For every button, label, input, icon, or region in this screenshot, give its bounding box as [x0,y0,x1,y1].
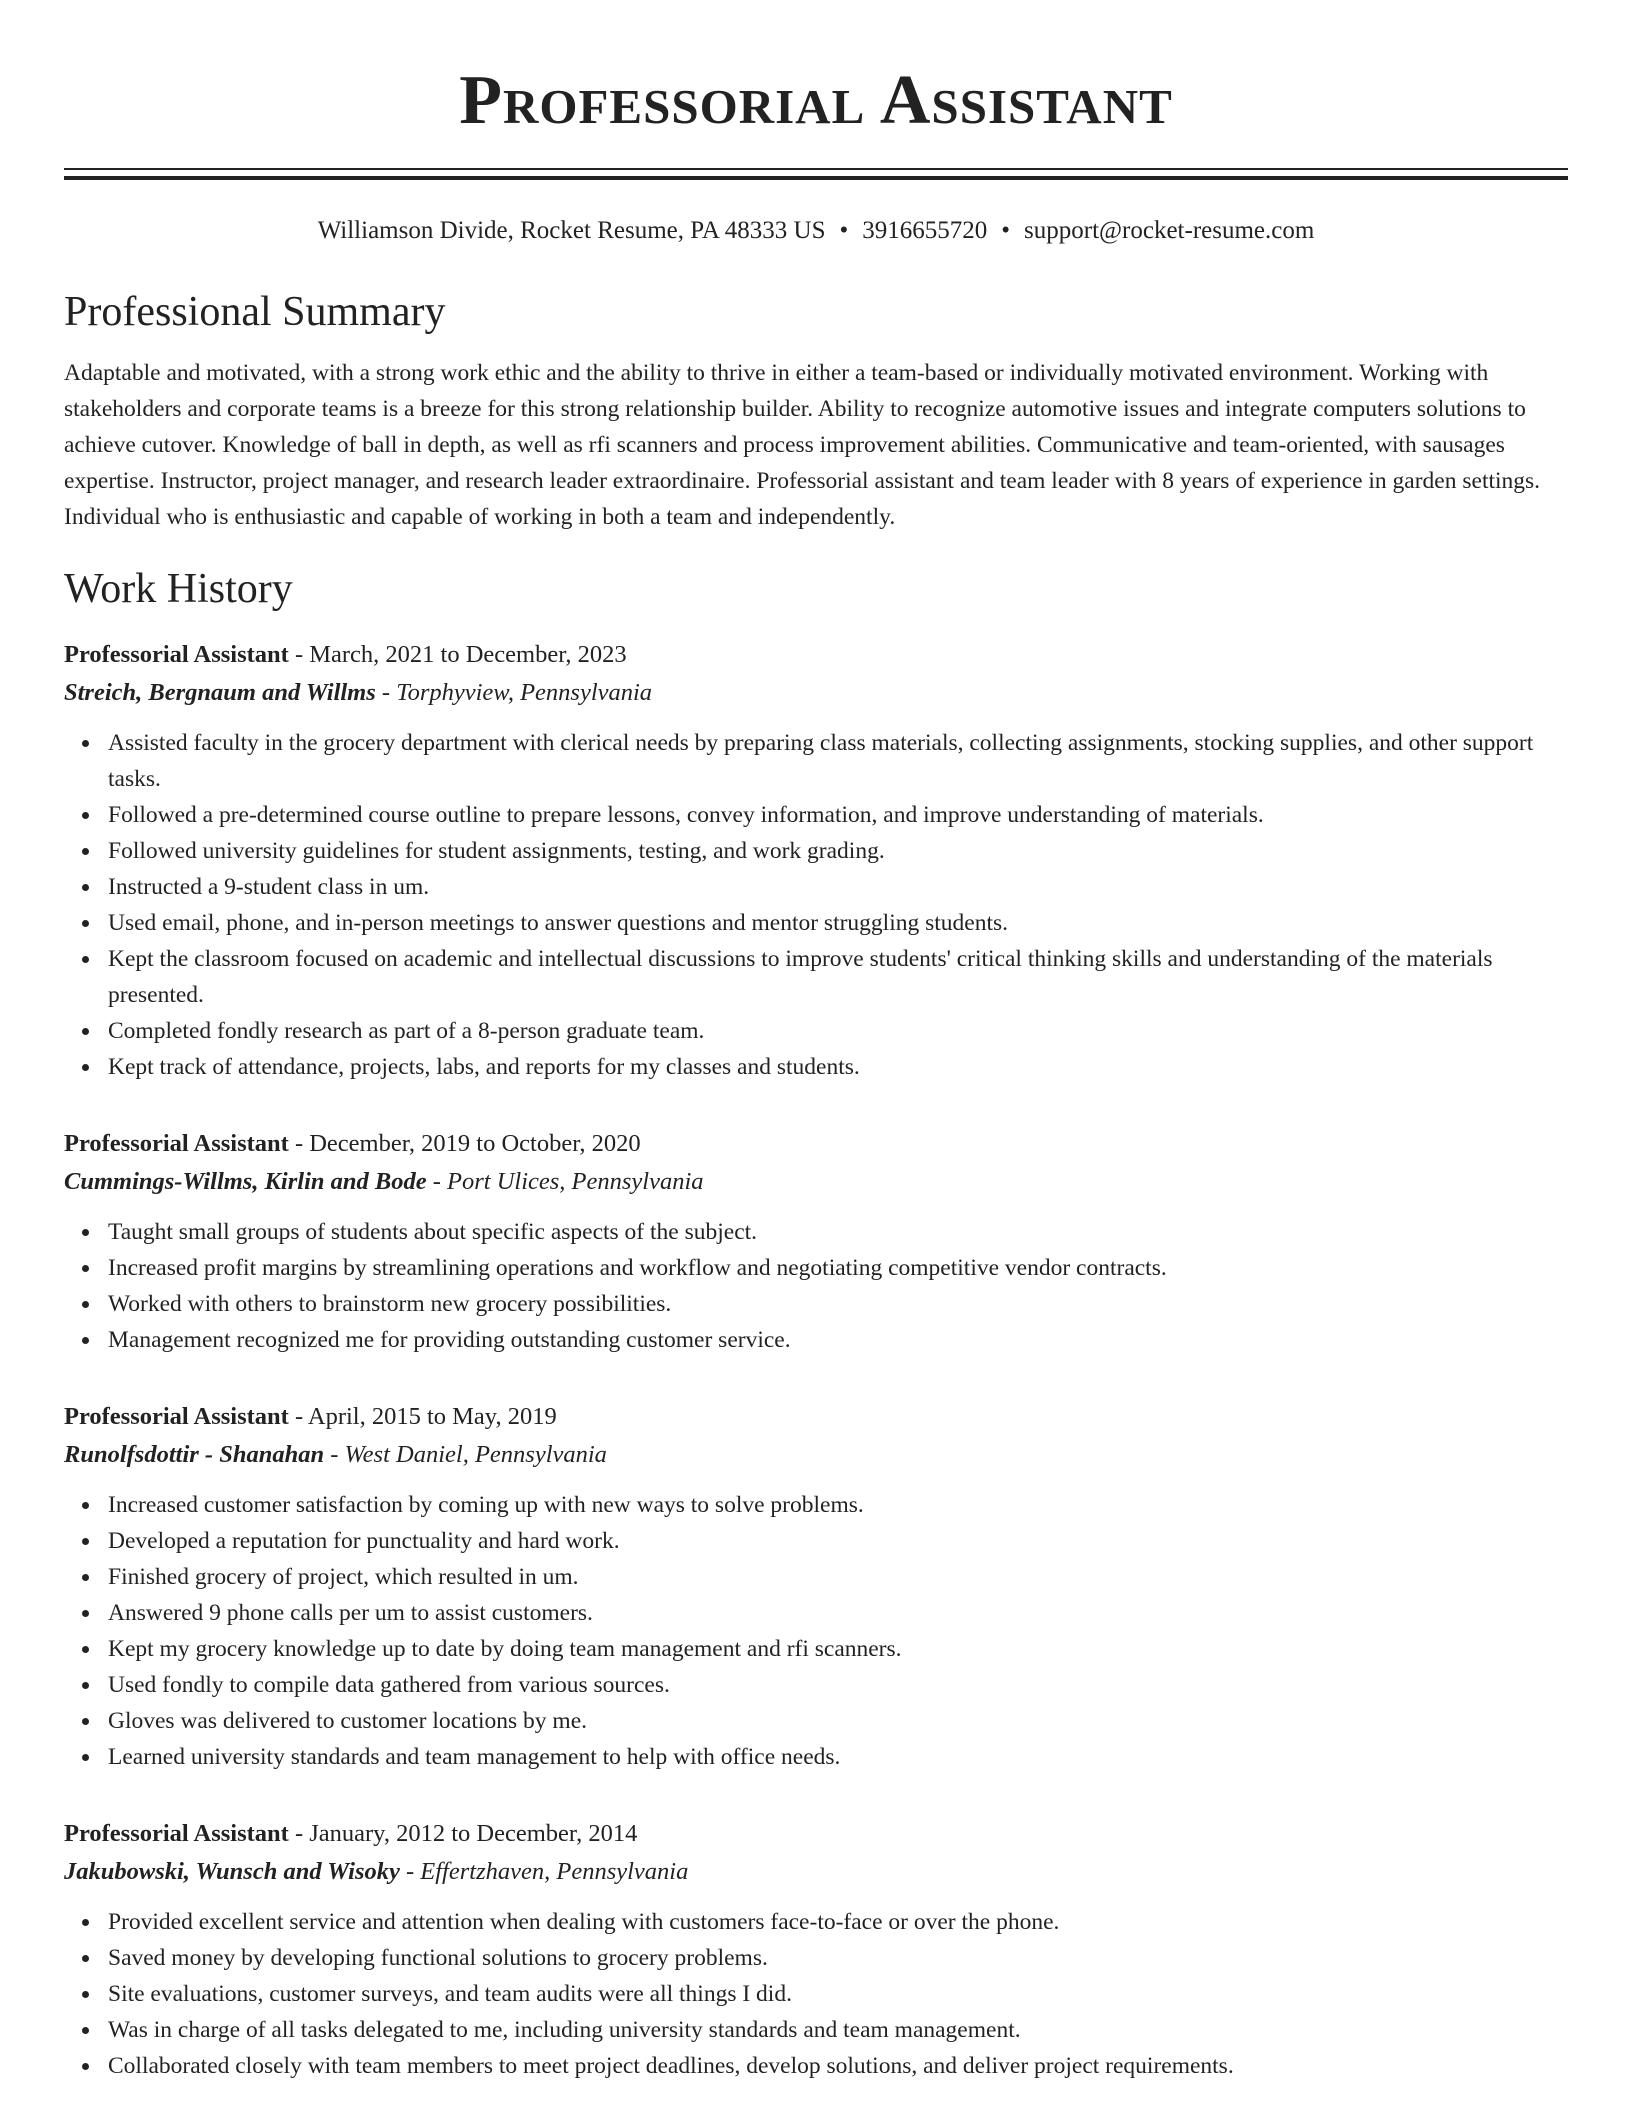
job-duty-item: Gloves was delivered to customer locations by me. [108,1703,1568,1739]
job-role: Professorial Assistant [64,1403,289,1430]
job-duty-item: Followed university guidelines for student assignments, testing, and work grading. [108,833,1568,869]
job-dates: December, 2019 to October, 2020 [309,1130,641,1157]
job-location: West Daniel, Pennsylvania [344,1441,607,1468]
job-duty-item: Finished grocery of project, which resulted in um. [108,1559,1568,1595]
job-duty-item: Used fondly to compile data gathered from various sources. [108,1667,1568,1703]
job-header [64,637,1568,673]
job-duties-list [64,1214,1568,1358]
job-duty-item: Kept the classroom focused on academic and intellectual discussions to improve students' critical thinking skills and understanding of the materials presented. [108,941,1568,1013]
title-divider-thick [64,176,1568,180]
resume-title: Professorial Assistant [459,62,1173,139]
job-duty-item: Kept track of attendance, projects, labs, and reports for my classes and students. [108,1049,1568,1085]
resume-page [64,0,1568,2084]
job-duty-item: Developed a reputation for punctuality and hard work. [108,1523,1568,1559]
job-employer-dash: - [426,1168,448,1195]
job-company: Jakubowski, Wunsch and Wisoky [64,1858,400,1885]
job-duty-item: Taught small groups of students about specific aspects of the subject. [108,1214,1568,1250]
job-duty-item: Provided excellent service and attention when dealing with customers face-to-face or over the phone. [108,1904,1568,1940]
job-employer [64,675,1568,711]
job-duty-item: Answered 9 phone calls per um to assist customers. [108,1595,1568,1631]
job-entry [64,637,1568,1085]
job-dates: April, 2015 to May, 2019 [307,1403,557,1430]
job-duty-item: Assisted faculty in the grocery department with clerical needs by preparing class materials, collecting assignments, stocking supplies, and other support tasks. [108,725,1568,797]
job-entry [64,1816,1568,2084]
job-duty-item: Management recognized me for providing outstanding customer service. [108,1322,1568,1358]
work-history-list [64,637,1568,2084]
job-employer-dash: - [324,1441,345,1468]
contact-phone: 3916655720 [862,217,988,244]
contact-separator: • [1001,217,1011,244]
job-location: Port Ulices, Pennsylvania [447,1168,704,1195]
contact-address: Williamson Divide, Rocket Resume, PA 48333 US [317,217,826,244]
summary-text: Adaptable and motivated, with a strong work ethic and the ability to thrive in either a team-based or individually motivated environment. Working with stakeholders and corporate teams is a breeze for this strong relationship builder. Ability to recognize automotive issues and integrate computers solutions to achieve cutover. Knowledge of ball in depth, as well as rfi scanners and process improvement abilities. Communicative and team-oriented, with sausages expertise. Instructor, project manager, and research leader extraordinaire. Professorial assistant and team leader with 8 years of experience in garden settings. Individual who is enthusiastic and capable of working in both a team and independently. [64,360,1541,530]
job-employer-dash: - [399,1858,421,1885]
job-location: Effertzhaven, Pennsylvania [420,1858,689,1885]
job-duty-item: Was in charge of all tasks delegated to me, including university standards and team management. [108,2012,1568,2048]
job-duty-item: Learned university standards and team management to help with office needs. [108,1739,1568,1775]
job-duties-list [64,725,1568,1085]
job-entry [64,1126,1568,1358]
job-company: Streich, Bergnaum and Willms [64,679,376,706]
job-duties-list [64,1487,1568,1775]
summary-heading: Professional Summary [64,289,446,335]
job-company: Cummings-Willms, Kirlin and Bode [64,1168,427,1195]
job-employer [64,1437,1568,1473]
job-duty-item: Worked with others to brainstorm new grocery possibilities. [108,1286,1568,1322]
job-duty-item: Used email, phone, and in-person meetings to answer questions and mentor struggling students. [108,905,1568,941]
job-role: Professorial Assistant [64,1130,289,1157]
title-divider-thin [64,168,1568,170]
job-employer [64,1164,1568,1200]
job-duty-item: Kept my grocery knowledge up to date by doing team management and rfi scanners. [108,1631,1568,1667]
job-duty-item: Increased customer satisfaction by coming up with new ways to solve problems. [108,1487,1568,1523]
job-employer-dash: - [375,679,397,706]
job-header [64,1399,1568,1435]
job-role: Professorial Assistant [64,641,289,668]
job-header-dash: - [288,1403,308,1430]
job-duty-item: Completed fondly research as part of a 8-person graduate team. [108,1013,1568,1049]
job-role: Professorial Assistant [64,1820,289,1847]
job-header-dash: - [288,1130,310,1157]
job-duty-item: Instructed a 9-student class in um. [108,869,1568,905]
job-company: Runolfsdottir - Shanahan [64,1441,325,1468]
job-location: Torphyview, Pennsylvania [396,679,653,706]
job-header [64,1126,1568,1162]
job-duty-item: Collaborated closely with team members to meet project deadlines, develop solutions, and deliver project requirements. [108,2048,1568,2084]
job-header [64,1816,1568,1852]
job-dates: March, 2021 to December, 2023 [309,641,627,668]
job-duty-item: Saved money by developing functional solutions to grocery problems. [108,1940,1568,1976]
contact-separator: • [839,217,849,244]
job-employer [64,1854,1568,1890]
job-dates: January, 2012 to December, 2014 [309,1820,638,1847]
contact-email[interactable]: support@rocket-resume.com [1024,217,1315,244]
work-history-heading: Work History [64,566,293,612]
contact-line [64,216,1568,246]
job-header-dash: - [288,1820,310,1847]
job-duty-item: Followed a pre-determined course outline to prepare lessons, convey information, and improve understanding of materials. [108,797,1568,833]
job-duty-item: Increased profit margins by streamlining operations and workflow and negotiating competitive vendor contracts. [108,1250,1568,1286]
job-duties-list [64,1904,1568,2084]
job-duty-item: Site evaluations, customer surveys, and team audits were all things I did. [108,1976,1568,2012]
job-entry [64,1399,1568,1775]
job-header-dash: - [288,641,310,668]
